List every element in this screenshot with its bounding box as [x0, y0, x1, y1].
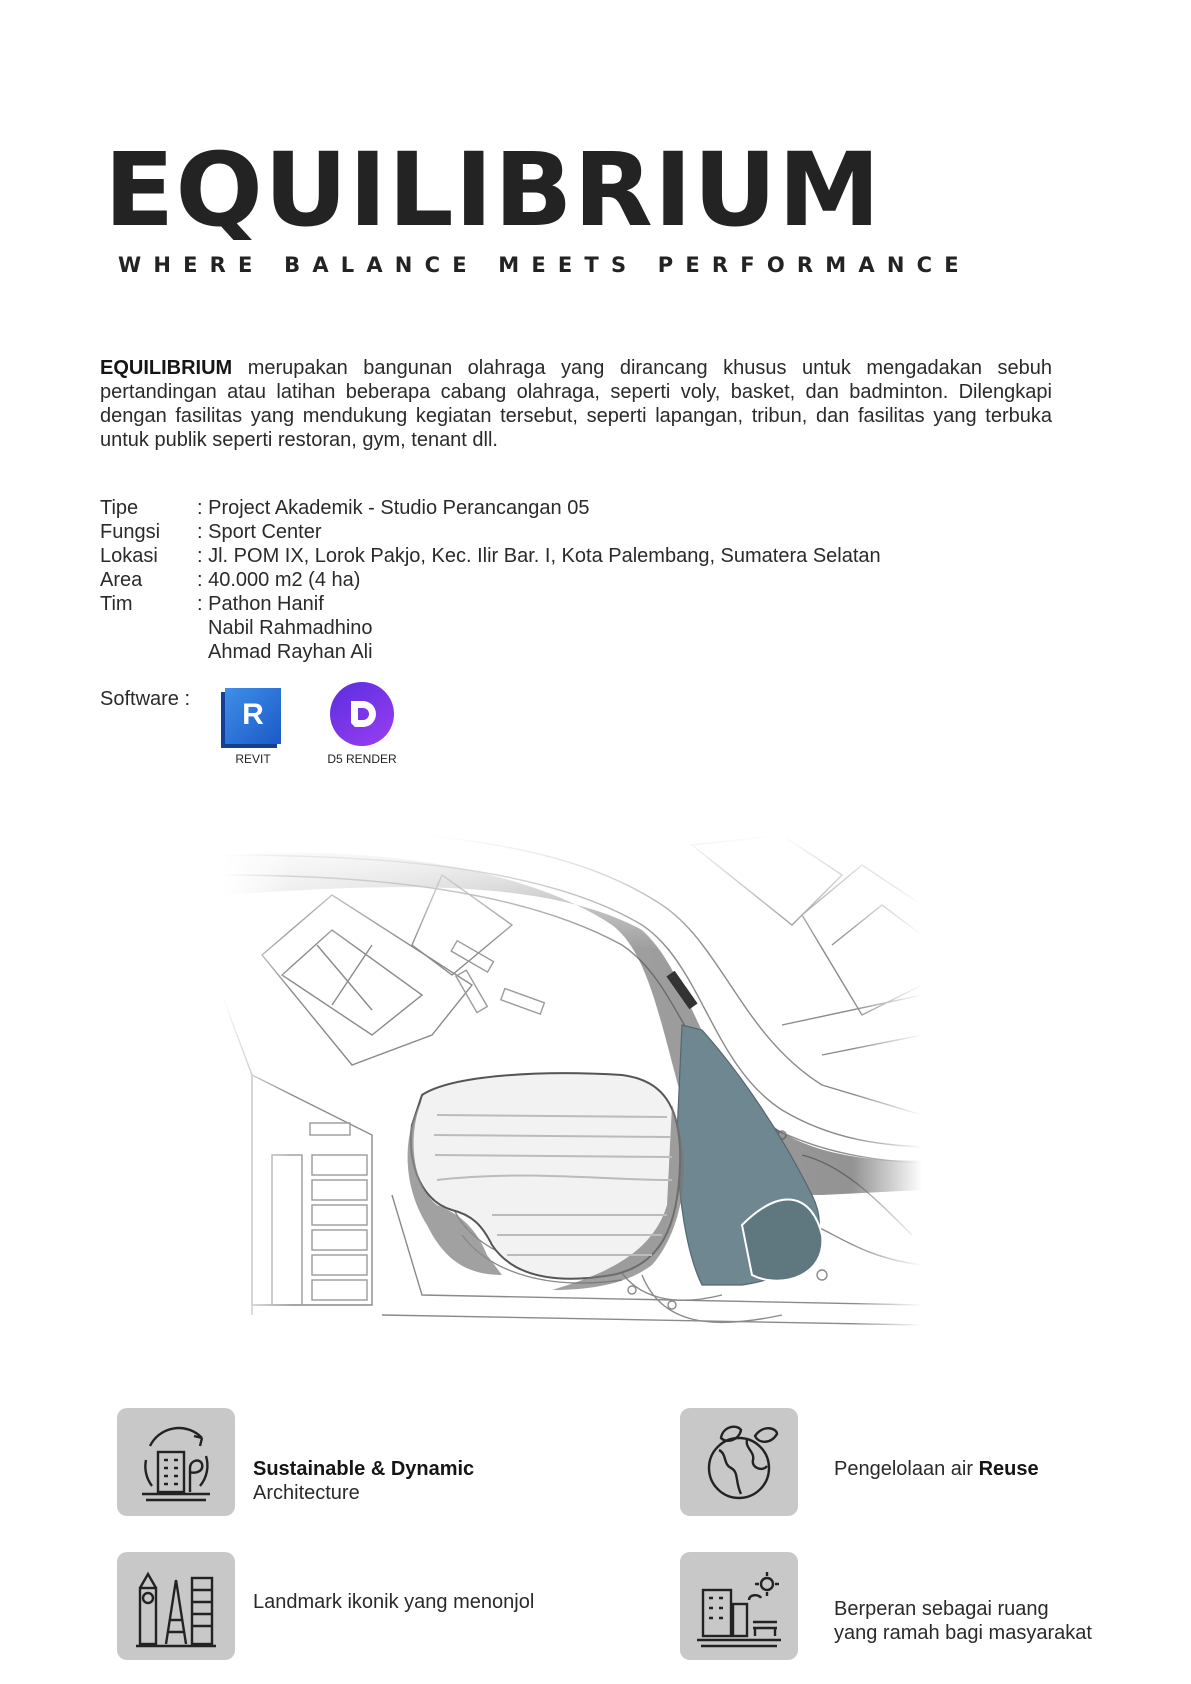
info-value: : Pathon Hanif	[197, 593, 324, 615]
landmark-box	[117, 1552, 235, 1660]
description-lead: EQUILIBRIUM	[100, 357, 233, 379]
info-row-tipe	[100, 496, 881, 520]
software-name: REVIT	[235, 752, 271, 766]
team-member: Ahmad Rayhan Ali	[208, 641, 373, 663]
info-value: : Project Akademik - Studio Perancangan 05	[197, 497, 590, 519]
project-info	[100, 496, 881, 664]
info-label: Lokasi	[100, 545, 158, 567]
software-name: D5 RENDER	[327, 752, 397, 766]
sustainable-architecture-box	[117, 1408, 235, 1516]
project-description	[100, 356, 1052, 452]
feature-landmark: Landmark ikonik yang menonjol	[253, 1591, 535, 1613]
info-value: : Sport Center	[197, 521, 322, 543]
info-label: Tipe	[100, 497, 139, 519]
team-member: Nabil Rahmadhino	[208, 617, 373, 639]
globe-leaf-icon	[693, 1416, 785, 1508]
landmark-icon	[130, 1560, 222, 1652]
feature-sustainable	[253, 1457, 474, 1505]
sustainable-building-icon	[130, 1416, 222, 1508]
info-row-fungsi	[100, 520, 881, 544]
feature-public	[834, 1597, 1092, 1645]
city-park-icon	[693, 1560, 785, 1652]
info-row-tim	[100, 592, 881, 616]
public-space-box	[680, 1552, 798, 1660]
feature-water-text: Pengelolaan air	[834, 1458, 979, 1480]
info-label: Fungsi	[100, 521, 161, 543]
info-label: Tim	[100, 593, 133, 615]
water-reuse-box	[680, 1408, 798, 1516]
revit-logo-icon: R	[225, 688, 281, 744]
feature-water	[834, 1457, 1039, 1481]
feature-sustainable-sub: Architecture	[253, 1482, 360, 1504]
info-label: Area	[100, 569, 143, 591]
feature-water-bold: Reuse	[978, 1458, 1039, 1480]
page-title: EQUILIBRIUM	[104, 131, 882, 250]
tagline: WHERE BALANCE MEETS PERFORMANCE	[118, 253, 971, 277]
feature-sustainable-title: Sustainable & Dynamic	[253, 1458, 475, 1480]
feature-public-line1: Berperan sebagai ruang	[834, 1598, 1049, 1620]
d5-render-logo-icon	[330, 682, 394, 746]
feature-public-line2: yang ramah bagi masyarakat	[834, 1622, 1092, 1644]
software-revit	[218, 688, 288, 766]
software-d5	[314, 682, 410, 766]
site-plan-drawing	[222, 835, 922, 1360]
info-row-lokasi	[100, 544, 881, 568]
software-label: Software :	[100, 688, 191, 710]
description-body: merupakan bangunan olahraga yang dirancang khusus untuk mengadakan sebuh pertandingan atau latihan beberapa cabang olahraga, seperti voly, basket, dan badminton. Dilengkapi dengan fasilitas yang mendukung kegiatan tersebut, seperti lapangan, tribun, dan fasilitas yang terbuka untuk publik seperti restoran, gym, tenant dll.	[100, 357, 1052, 451]
info-value: : Jl. POM IX, Lorok Pakjo, Kec. Ilir Bar. I, Kota Palembang, Sumatera Selatan	[197, 545, 881, 567]
info-row-area	[100, 568, 881, 592]
info-value: : 40.000 m2 (4 ha)	[197, 569, 361, 591]
